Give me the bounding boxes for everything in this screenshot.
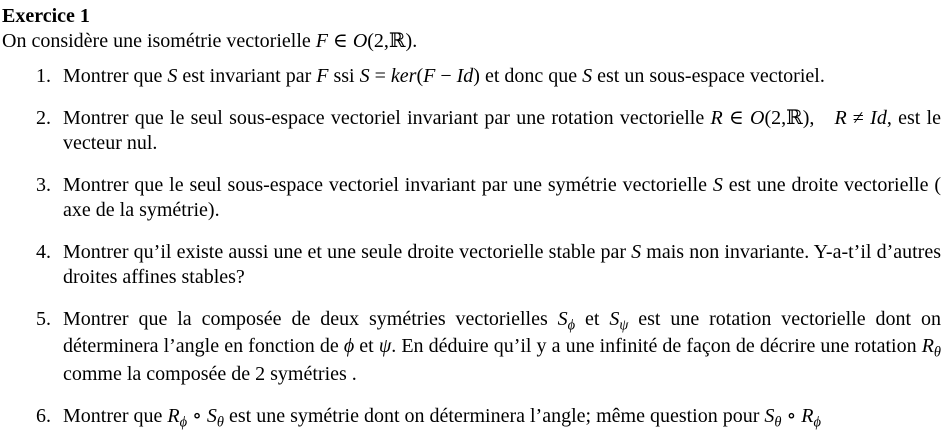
exercise-item-5 <box>2 307 941 387</box>
text-run: F <box>315 30 328 52</box>
text-run: (2,ℝ). <box>367 30 418 52</box>
text-run: ) et donc que <box>473 65 583 87</box>
text-run: On considère une isométrie vectorielle <box>2 30 316 52</box>
text-run: . En déduire qu’il y a une infinité de façon de décrire une rotation <box>391 335 922 358</box>
text-run: Id <box>870 107 887 129</box>
item-number: 1. <box>36 65 51 87</box>
text-run: ϕ <box>179 413 188 430</box>
item-text <box>63 174 941 221</box>
text-run: S <box>557 308 568 330</box>
text-run: S <box>712 174 723 196</box>
text-run: mais non invariante. Y-a-t’il d’autres droites affines stables? <box>63 241 941 288</box>
text-run: Montrer que la composée de deux symétries vectorielles <box>63 308 558 330</box>
text-run: = <box>369 65 391 87</box>
item-text <box>63 308 941 385</box>
text-run: , est le vecteur nul. <box>63 107 941 154</box>
text-run: Montrer que le seul sous-espace vectoriel invariant par une symétrie vectorielle <box>63 174 713 196</box>
text-run: Id <box>456 65 474 87</box>
text-run: ≠ <box>846 107 871 129</box>
text-run: ker <box>390 65 417 87</box>
text-run: et <box>354 335 379 358</box>
text-run: ∘ <box>187 404 207 427</box>
item-number: 5. <box>36 308 51 330</box>
text-run: ϕ <box>343 335 355 358</box>
item-text <box>63 107 941 154</box>
exercise-item-3 <box>2 173 941 223</box>
text-run: θ <box>933 344 941 361</box>
text-run: S <box>764 404 775 427</box>
item-number: 4. <box>36 241 51 263</box>
text-run: ψ <box>619 317 629 334</box>
text-run: et <box>575 308 610 330</box>
text-run: Montrer que <box>63 404 168 427</box>
text-run: S <box>359 65 370 87</box>
text-run: θ <box>216 413 224 430</box>
text-run: ∈ <box>328 30 353 52</box>
text-run: ssi <box>328 65 360 87</box>
exercise-title: Exercice 1 <box>2 5 90 27</box>
text-run: ϕ <box>567 317 576 334</box>
text-run: ϕ <box>813 413 821 430</box>
intro-line <box>2 29 941 54</box>
text-run: est une symétrie dont on déterminera l’angle; même question pour <box>223 404 765 427</box>
text-run: Montrer qu’il existe aussi une et une seule droite vectorielle stable par <box>63 241 632 263</box>
text-run: R <box>921 335 934 358</box>
text-run: est un sous-espace vectoriel. <box>592 65 825 87</box>
text-run: S <box>582 65 593 87</box>
text-run: est une droite vectorielle ( axe de la symétrie). <box>63 174 941 221</box>
text-run: − <box>435 65 457 87</box>
item-text <box>63 65 825 87</box>
text-run: comme la composée de 2 symétries . <box>63 362 357 385</box>
text-run: Montrer que <box>63 65 168 87</box>
text-run: ψ <box>378 335 392 358</box>
text-run: S <box>609 308 620 330</box>
text-run: ( <box>416 65 424 87</box>
exercise-item-1 <box>2 64 941 89</box>
text-run: ∘ <box>781 404 802 427</box>
text-run: O <box>750 107 765 129</box>
text-run: F <box>423 65 436 87</box>
item-number: 3. <box>36 174 51 196</box>
text-run: R <box>834 107 847 129</box>
text-run: ∈ <box>722 107 751 129</box>
exercise-item-2 <box>2 106 941 156</box>
exercise-item-4 <box>2 240 941 290</box>
text-run: θ <box>774 413 782 430</box>
text-run: O <box>352 30 368 52</box>
item-number: 6. <box>36 404 51 427</box>
text-run: est une rotation vectorielle dont on déterminera l’angle en fonction de <box>63 308 941 358</box>
item-text <box>63 241 941 288</box>
item-number: 2. <box>36 107 51 129</box>
text-run: S <box>631 241 642 263</box>
text-run: S <box>167 65 178 87</box>
text-run: R <box>167 404 180 427</box>
text-run: S <box>206 404 217 427</box>
text-run: R <box>710 107 723 129</box>
text-run: F <box>316 65 329 87</box>
text-run: est invariant par <box>177 65 317 87</box>
text-run: R <box>801 404 814 427</box>
item-text <box>63 404 821 430</box>
text-run: (2,ℝ), <box>764 107 835 129</box>
text-run: Montrer que le seul sous-espace vectoriel invariant par une rotation vectorielle <box>63 107 711 129</box>
